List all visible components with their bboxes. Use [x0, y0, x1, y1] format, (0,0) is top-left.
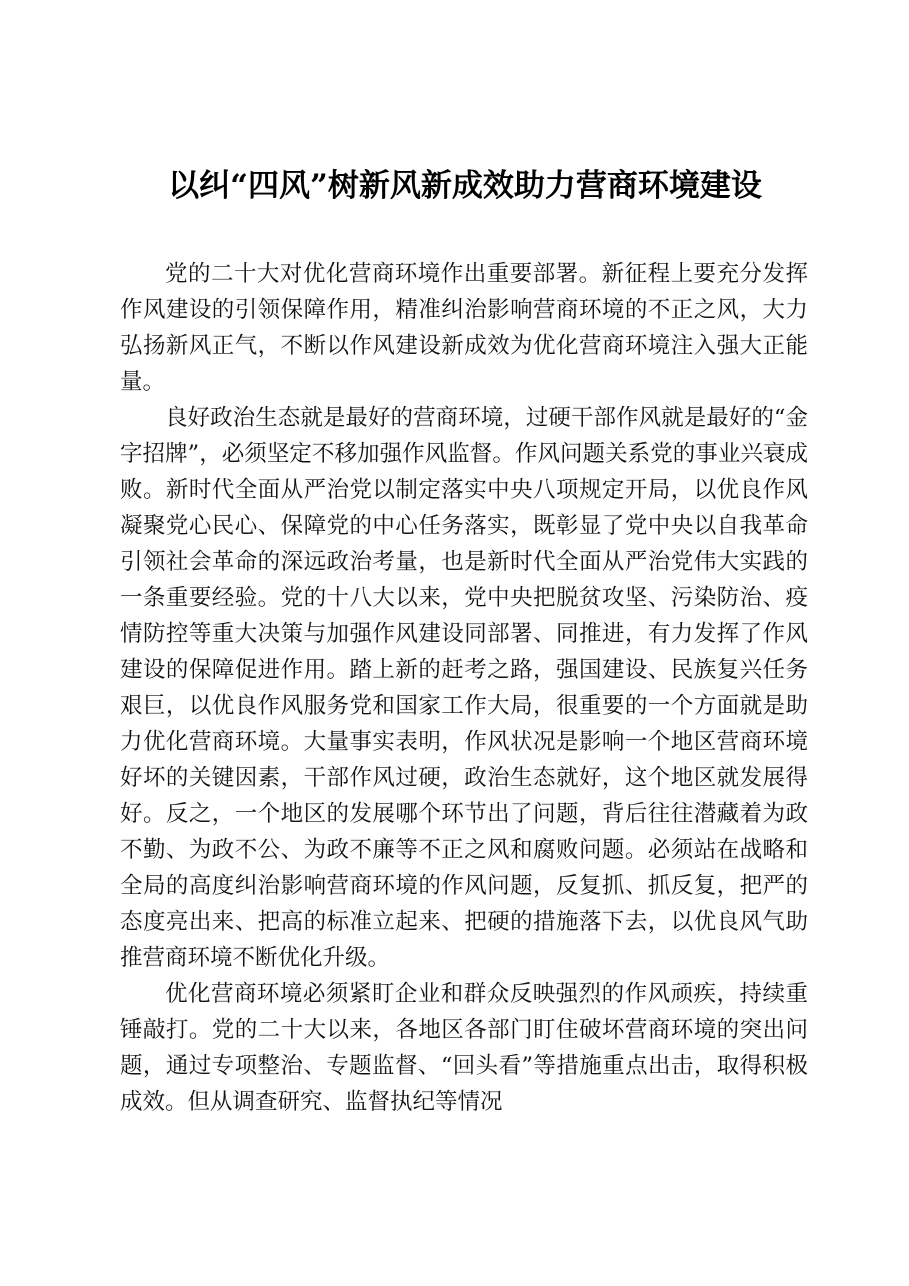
- paragraph: 良好政治生态就是最好的营商环境，过硬干部作风就是最好的“金字招牌”，必须坚定不移加强作风监督。作风问题关系党的事业兴衰成败。新时代全面从严治党以制定落实中央八项规定开局，以优良作风凝聚党心民心、保障党的中心任务落实，既彰显了党中央以自我革命引领社会革命的深远政治考量，也是新时代全面从严治党伟大实践的一条重要经验。党的十八大以来，党中央把脱贫攻坚、污染防治、疫情防控等重大决策与加强作风建设同部署、同推进，有力发挥了作风建设的保障促进作用。踏上新的赶考之路，强国建设、民族复兴任务艰巨，以优良作风服务党和国家工作大局，很重要的一个方面就是助力优化营商环境。大量事实表明，作风状况是影响一个地区营商环境好坏的关键因素，干部作风过硬，政治生态就好，这个地区就发展得好。反之，一个地区的发展哪个环节出了问题，背后往往潜藏着为政不勤、为政不公、为政不廉等不正之风和腐败问题。必须站在战略和全局的高度纠治影响营商环境的作风问题，反复抓、抓反复，把严的态度亮出来、把高的标准立起来、把硬的措施落下去，以优良风气助推营商环境不断优化升级。: [120, 405, 808, 971]
- document-body: [120, 256, 808, 1120]
- paragraph: 优化营商环境必须紧盯企业和群众反映强烈的作风顽疾，持续重锤敲打。党的二十大以来，各地区各部门盯住破坏营商环境的突出问题，通过专项整治、专题监督、“回头看”等措施重点出击，取得积极成效。但从调查研究、监督执纪等情况: [120, 981, 808, 1115]
- document-title: 以纠“四风”树新风新成效助力营商环境建设: [168, 168, 762, 204]
- paragraph: 党的二十大对优化营商环境作出重要部署。新征程上要充分发挥作风建设的引领保障作用，精准纠治影响营商环境的不正之风，大力弘扬新风正气，不断以作风建设新成效为优化营商环境注入强大正能量。: [120, 261, 808, 395]
